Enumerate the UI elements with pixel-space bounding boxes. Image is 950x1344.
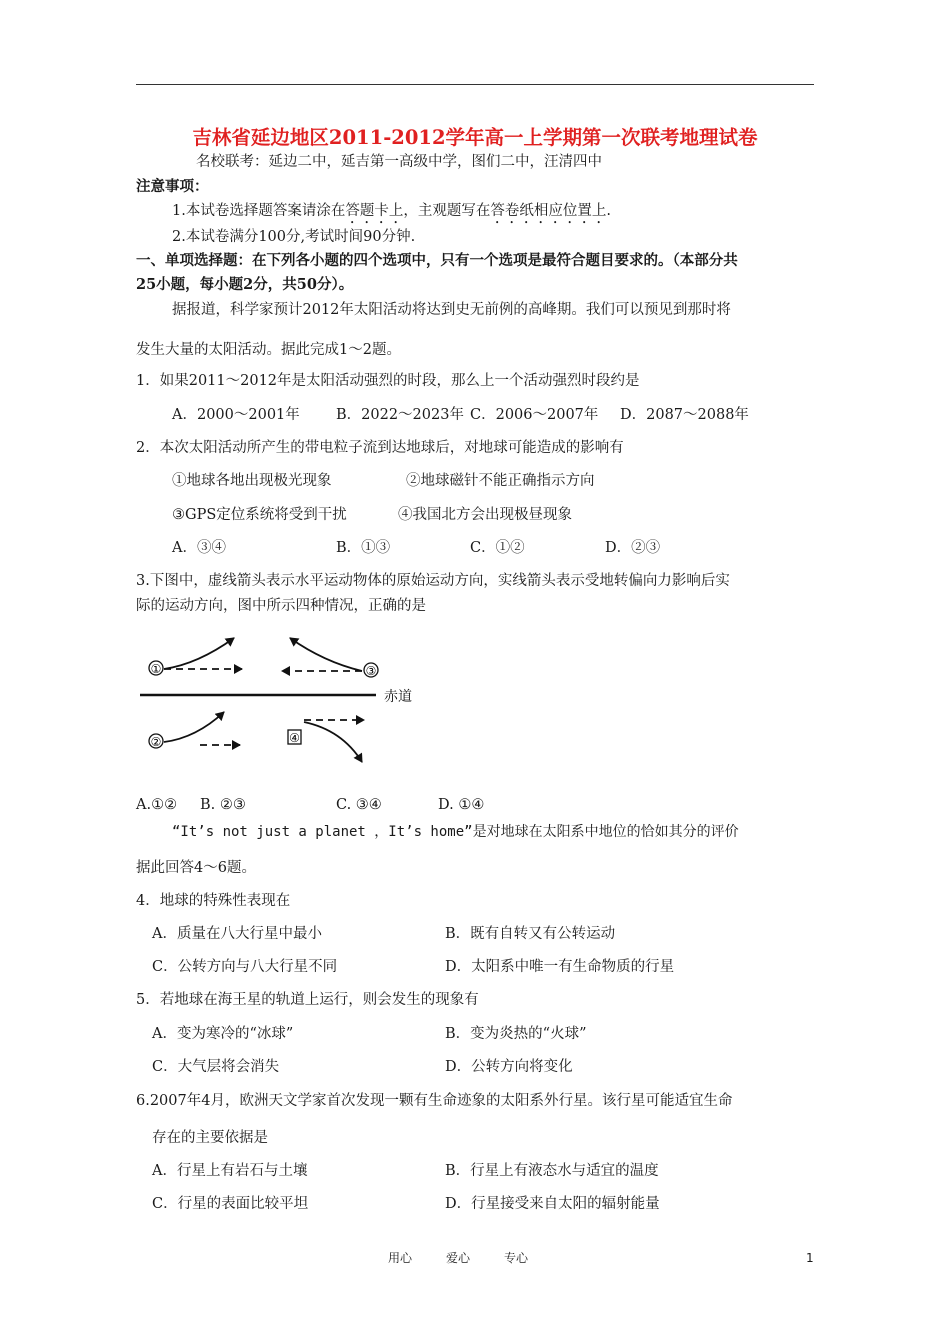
question-1-option-c: C．2006～2007年 <box>470 407 599 423</box>
question-3-option-d: D. ①④ <box>438 797 485 813</box>
coriolis-deflection-figure <box>136 630 436 770</box>
notice-item-1-end: . <box>606 203 611 219</box>
question-4-option-b: B．既有自转又有公转运动 <box>445 926 616 942</box>
schools-line: 名校联考：延边二中，延吉第一高级中学，图们二中，汪清四中 <box>196 154 602 170</box>
question-3-option-b: B. ②③ <box>200 797 246 813</box>
intro-2-line-1: “It’s not just a planet ，It’s home”是对地球在太阳系中地位的恰如其分的评价 <box>172 824 739 840</box>
footer-text-mid: 爱心 <box>446 1251 471 1265</box>
intro-2-line-2: 据此回答4～6题。 <box>136 860 256 876</box>
question-6-option-c: C．行星的表面比较平坦 <box>152 1196 309 1212</box>
arrow-4-solid <box>304 722 362 762</box>
question-5-option-d: D．公转方向将变化 <box>445 1059 573 1075</box>
question-6-option-b: B．行星上有液态水与适宜的温度 <box>445 1163 659 1179</box>
question-3-stem-line-2: 际的运动方向，图中所示四种情况，正确的是 <box>136 598 426 614</box>
footer-text-left: 用心 <box>388 1251 413 1265</box>
question-4-option-d: D．太阳系中唯一有生命物质的行星 <box>445 959 675 975</box>
page-number: 1 <box>806 1251 814 1265</box>
question-2-statement-3: ③GPS定位系统将受到干扰 <box>172 507 347 523</box>
notice-item-1-emph-1: 答题卡上 <box>345 203 404 219</box>
question-5-stem: 5．若地球在海王星的轨道上运行，则会发生的现象有 <box>136 992 479 1008</box>
question-2-stem: 2．本次太阳活动所产生的带电粒子流到达地球后，对地球可能造成的影响有 <box>136 440 624 456</box>
footer-text-right: 专心 <box>504 1251 529 1265</box>
header-rule <box>136 84 814 85</box>
notice-item-1-mid: ，主观题写在 <box>403 203 491 219</box>
question-4-option-a: A．质量在八大行星中最小 <box>152 926 322 942</box>
question-1-option-b: B．2022～2023年 <box>336 407 464 423</box>
question-3-stem-line-1: 3.下图中，虚线箭头表示水平运动物体的原始运动方向，实线箭头表示受地转偏向力影响后实 <box>136 573 730 589</box>
question-4-stem: 4．地球的特殊性表现在 <box>136 893 291 909</box>
question-6-option-a: A．行星上有岩石与土壤 <box>152 1163 308 1179</box>
section-1-heading-line-2: 25小题，每小题2分，共50分）。 <box>136 276 354 293</box>
notice-heading: 注意事项： <box>136 178 209 195</box>
section-1-heading-line-1: 一、单项选择题：在下列各小题的四个选项中，只有一个选项是最符合题目要求的。（本部分共 <box>136 252 738 269</box>
question-6-stem-line-2: 存在的主要依据是 <box>152 1130 268 1146</box>
question-1-option-a: A．2000～2001年 <box>172 407 300 423</box>
question-5-option-b: B．变为炎热的“火球” <box>445 1026 587 1042</box>
marker-label-2: ② <box>150 735 162 749</box>
question-1-stem: 1．如果2011～2012年是太阳活动强烈的时段，那么上一个活动强烈时段约是 <box>136 373 640 389</box>
question-2-statement-1: ①地球各地出现极光现象 <box>172 473 332 489</box>
arrow-2-solid <box>164 712 224 742</box>
intro-1-line-1: 据报道，科学家预计2012年太阳活动将达到史无前例的高峰期。我们可以预见到那时将 <box>172 302 731 318</box>
marker-label-1: ① <box>150 662 162 676</box>
question-4-option-c: C．公转方向与八大行星不同 <box>152 959 338 975</box>
notice-item-1-emph-2: 答卷纸相应位置上 <box>490 203 607 219</box>
question-2-statement-2: ②地球磁针不能正确指示方向 <box>406 473 595 489</box>
question-2-statement-4: ④我国北方会出现极昼现象 <box>398 507 572 523</box>
equator-label: 赤道 <box>384 689 412 705</box>
question-6-stem-line-1: 6.2007年4月，欧洲天文学家首次发现一颗有生命迹象的太阳系外行星。该行星可能适宜生命 <box>136 1093 733 1109</box>
question-2-option-b: B．①③ <box>336 540 391 556</box>
question-2-option-d: D．②③ <box>605 540 661 556</box>
question-3-option-c: C. ③④ <box>336 797 382 813</box>
question-5-option-a: A．变为寒冷的“冰球” <box>152 1026 294 1042</box>
notice-item-1-pre: 1.本试卷选择题答案请涂在 <box>172 203 346 219</box>
question-6-option-d: D．行星接受来自太阳的辐射能量 <box>445 1196 660 1212</box>
marker-label-4: ④ <box>289 731 300 745</box>
arrow-3-solid <box>290 638 362 671</box>
intro-1-line-2: 发生大量的太阳活动。据此完成1～2题。 <box>136 342 401 358</box>
question-3-option-a: A.①② <box>136 797 178 813</box>
question-5-option-c: C．大气层将会消失 <box>152 1059 280 1075</box>
page-title: 吉林省延边地区2011-2012学年高一上学期第一次联考地理试卷 <box>192 126 758 149</box>
question-2-option-a: A．③④ <box>172 540 226 556</box>
arrow-1-solid <box>164 638 234 669</box>
notice-item-1 <box>172 201 611 227</box>
marker-label-3: ③ <box>365 664 377 678</box>
question-1-option-d: D．2087～2088年 <box>620 407 749 423</box>
notice-item-2: 2.本试卷满分100分,考试时间90分钟. <box>172 229 416 245</box>
question-2-option-c: C．①② <box>470 540 525 556</box>
